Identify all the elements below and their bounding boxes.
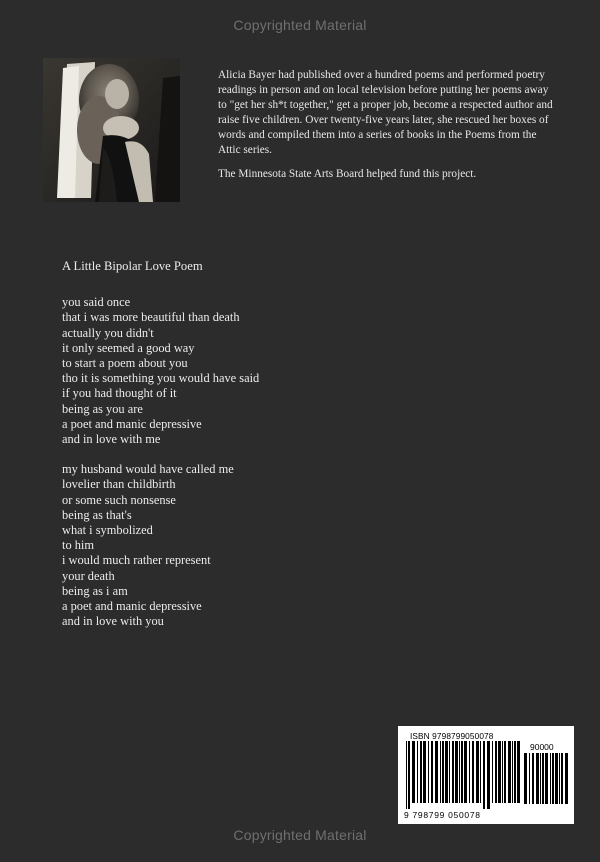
- barcode-bars: [406, 741, 520, 809]
- barcode-bar: [428, 741, 429, 803]
- barcode-bar: [498, 741, 501, 803]
- isbn-barcode: [398, 726, 574, 824]
- barcode-bar: [524, 753, 527, 804]
- poem-stanza-2: [62, 462, 402, 629]
- barcode-bar: [442, 741, 444, 803]
- poem-line: actually you didn't: [62, 325, 154, 340]
- poem-line: and in love with me: [62, 432, 161, 447]
- poem-line: to him: [62, 538, 95, 553]
- barcode-bar: [512, 741, 513, 803]
- bio-paragraph: Alicia Bayer had published over a hundred poems and performed poetry readings in person and on local television before putting her poems away to "get her sh*t together," get a proper job, become a respected author and raise five children. Over twenty-five years later, she rescued her boxes of words and compiled them into a series of books in the Poems from the Attic series.: [218, 69, 553, 156]
- barcode-bar: [412, 741, 415, 803]
- poem-line: a poet and manic depressive: [62, 416, 202, 431]
- poem-line: my husband would have called me: [62, 462, 234, 477]
- poem-line: i would much rather represent: [62, 553, 211, 568]
- isbn-digits: 9 798799 050078: [404, 810, 481, 820]
- barcode-bar: [440, 741, 441, 803]
- barcode-bar: [476, 741, 479, 803]
- barcode-bar: [529, 753, 530, 804]
- poem-line: tho it is something you would have said: [62, 371, 260, 386]
- barcode-bar: [472, 741, 474, 803]
- barcode-bar: [555, 753, 558, 804]
- poem-line: being as that's: [62, 507, 132, 522]
- poem-line: being as you are: [62, 401, 143, 416]
- isbn-label: ISBN 9798799050078: [410, 731, 494, 741]
- barcode-bar: [431, 741, 433, 803]
- barcode-bar: [565, 753, 568, 804]
- barcode-bar: [464, 741, 467, 803]
- barcode-bar: [449, 741, 450, 803]
- barcode-bar: [502, 741, 503, 803]
- copyright-watermark-bottom: Copyrighted Material: [233, 827, 367, 843]
- barcode-bar: [517, 741, 520, 803]
- barcode-bar: [508, 741, 511, 803]
- poem-line: it only seemed a good way: [62, 340, 195, 355]
- barcode-bar: [550, 753, 551, 804]
- barcode-bar: [420, 741, 422, 803]
- barcode-bar: [536, 753, 539, 804]
- poem-line: being as i am: [62, 583, 128, 598]
- barcode-bar: [495, 741, 497, 803]
- barcode-bar: [487, 741, 490, 809]
- copyright-watermark-top: Copyrighted Material: [233, 17, 367, 33]
- price-code: 90000: [530, 742, 554, 752]
- barcode-bar: [452, 741, 454, 803]
- author-photo: [43, 58, 180, 202]
- poem-title: A Little Bipolar Love Poem: [62, 259, 203, 273]
- barcode-bar: [540, 753, 541, 804]
- barcode-bar: [423, 741, 426, 803]
- addon-barcode-bars: [524, 753, 568, 810]
- barcode-bar: [435, 741, 438, 803]
- barcode-bar: [406, 741, 407, 809]
- author-bio: [218, 68, 558, 182]
- barcode-bar: [408, 741, 410, 809]
- barcode-bar: [480, 741, 481, 803]
- poem-line: to start a poem about you: [62, 356, 188, 371]
- barcode-bar: [469, 741, 470, 803]
- barcode-bar: [461, 741, 463, 803]
- poem-line: or some such nonsense: [62, 492, 176, 507]
- barcode-bar: [532, 753, 534, 804]
- poem-line: that i was more beautiful than death: [62, 310, 240, 325]
- barcode-bar: [455, 741, 458, 803]
- barcode-bar: [483, 741, 485, 809]
- barcode-bar: [504, 741, 506, 803]
- poem-stanza-1: [62, 295, 402, 447]
- barcode-bar: [417, 741, 418, 803]
- poem: [62, 259, 402, 644]
- barcode-bar: [542, 753, 544, 804]
- poem-line: you said once: [62, 295, 131, 310]
- funding-note: The Minnesota State Arts Board helped fund this project.: [218, 168, 477, 180]
- poem-line: what i symbolized: [62, 523, 153, 538]
- poem-line: if you had thought of it: [62, 386, 177, 401]
- barcode-bar: [445, 741, 448, 803]
- barcode-bar: [559, 753, 560, 804]
- poem-line: a poet and manic depressive: [62, 599, 202, 614]
- author-photo-image: [43, 58, 180, 202]
- poem-line: your death: [62, 568, 115, 583]
- poem-line: and in love with you: [62, 614, 164, 629]
- barcode-bar: [492, 741, 493, 803]
- barcode-bar: [459, 741, 460, 803]
- poem-line: lovelier than childbirth: [62, 477, 176, 492]
- barcode-bar: [561, 753, 563, 804]
- barcode-bar: [545, 753, 548, 804]
- barcode-bar: [552, 753, 554, 804]
- barcode-bar: [514, 741, 516, 803]
